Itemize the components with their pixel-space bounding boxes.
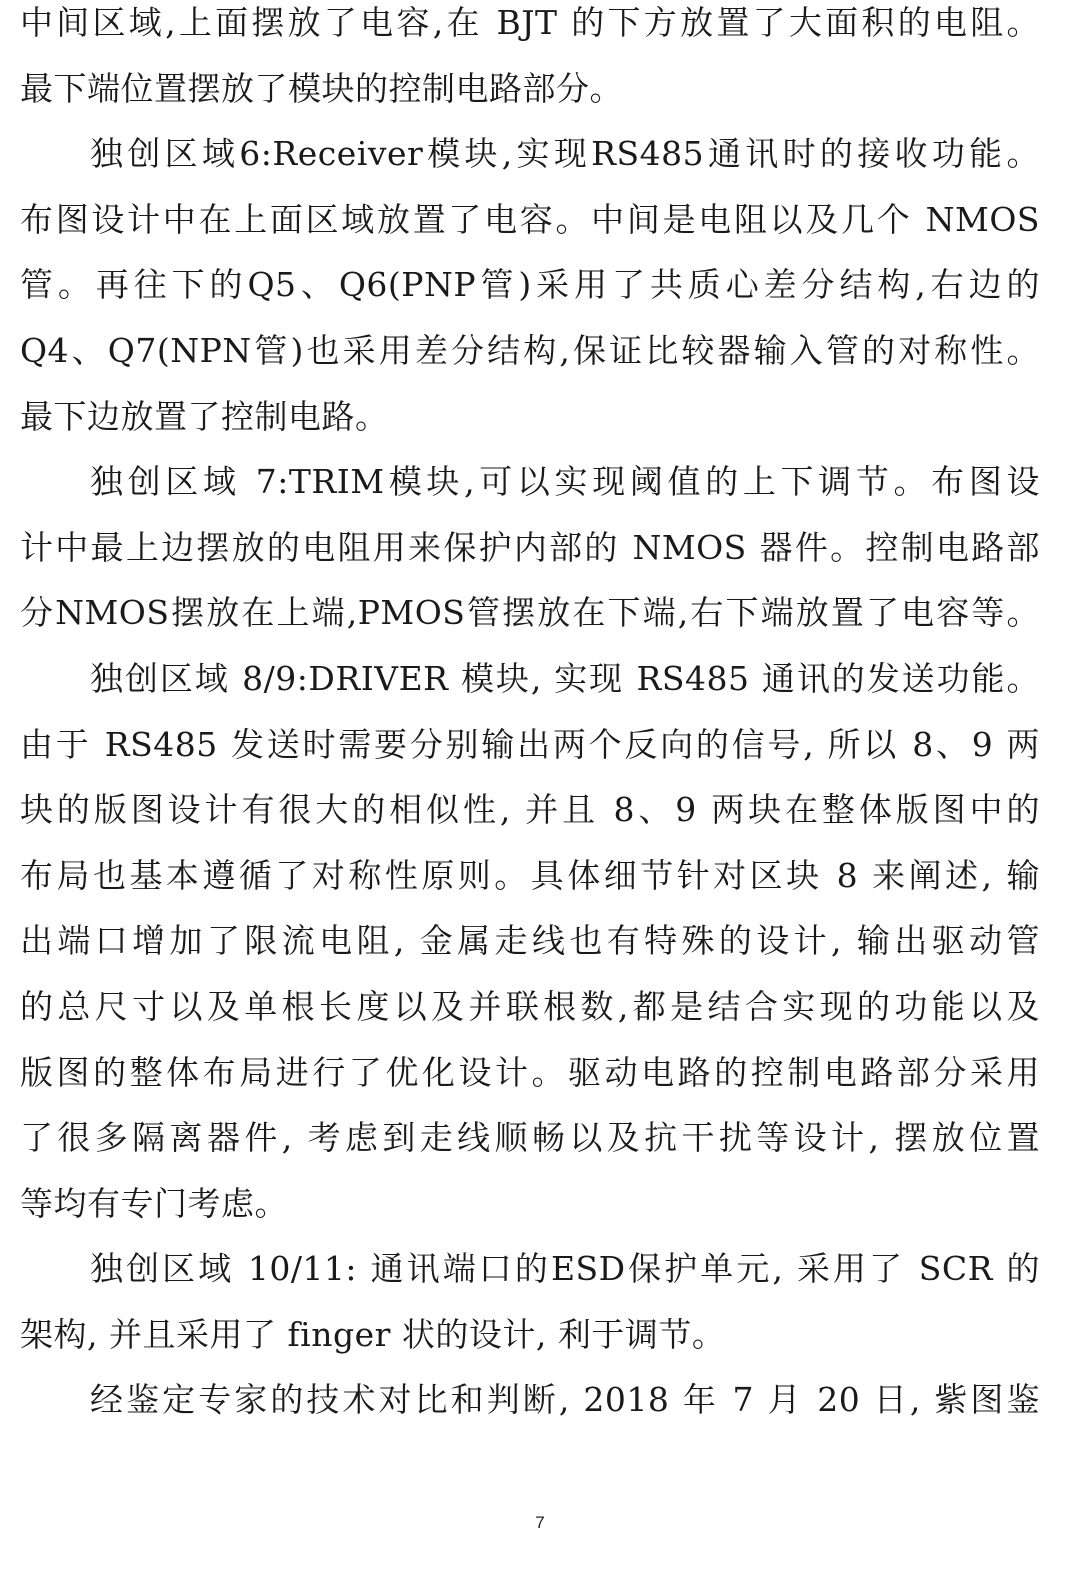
text-line: 布局也基本遵循了对称性原则。具体细节针对区块 8 来阐述, 输: [20, 855, 1040, 895]
text-line: 出端口增加了限流电阻, 金属走线也有特殊的设计, 输出驱动管: [20, 921, 1040, 961]
paragraph-start-line: 独创区域6:Receiver模块,实现RS485通讯时的接收功能。: [90, 134, 1040, 174]
text-line: 布图设计中在上面区域放置了电容。中间是电阻以及几个 NMOS: [20, 199, 1040, 239]
text-line: Q4、Q7(NPN管)也采用差分结构,保证比较器输入管的对称性。: [20, 330, 1040, 370]
paragraph-start-line: 独创区域 7:TRIM模块,可以实现阈值的上下调节。布图设: [90, 462, 1040, 502]
text-line: 中间区域,上面摆放了电容,在 BJT 的下方放置了大面积的电阻。: [20, 3, 1040, 42]
text-line: 由于 RS485 发送时需要分别输出两个反向的信号, 所以 8、9 两: [20, 724, 1040, 764]
text-line: 分NMOS摆放在上端,PMOS管摆放在下端,右下端放置了电容等。: [20, 593, 1040, 633]
text-line: 架构, 并且采用了 finger 状的设计, 利于调节。: [20, 1314, 726, 1354]
text-line: 版图的整体布局进行了优化设计。驱动电路的控制电路部分采用: [20, 1052, 1040, 1092]
text-line: 管。再往下的Q5、Q6(PNP管)采用了共质心差分结构,右边的: [20, 265, 1040, 305]
text-line: 块的版图设计有很大的相似性, 并且 8、9 两块在整体版图中的: [20, 790, 1040, 830]
text-line: 计中最上边摆放的电阻用来保护内部的 NMOS 器件。控制电路部: [20, 527, 1040, 567]
paragraph-start-line: 独创区域 8/9:DRIVER 模块, 实现 RS485 通讯的发送功能。: [90, 658, 1040, 698]
text-line: 等均有专门考虑。: [20, 1183, 288, 1223]
text-line: 最下端位置摆放了模块的控制电路部分。: [20, 68, 623, 108]
paragraph-start-line: 经鉴定专家的技术对比和判断, 2018 年 7 月 20 日, 紫图鉴: [90, 1380, 1040, 1420]
page-number: 7: [535, 1513, 545, 1532]
text-line: 最下边放置了控制电路。: [20, 396, 389, 436]
text-line: 的总尺寸以及单根长度以及并联根数,都是结合实现的功能以及: [20, 986, 1040, 1026]
text-line: 了很多隔离器件, 考虑到走线顺畅以及抗干扰等设计, 摆放位置: [20, 1118, 1040, 1158]
paragraph-start-line: 独创区域 10/11: 通讯端口的ESD保护单元, 采用了 SCR 的: [90, 1249, 1040, 1289]
body-text: [20, 0, 1040, 1433]
